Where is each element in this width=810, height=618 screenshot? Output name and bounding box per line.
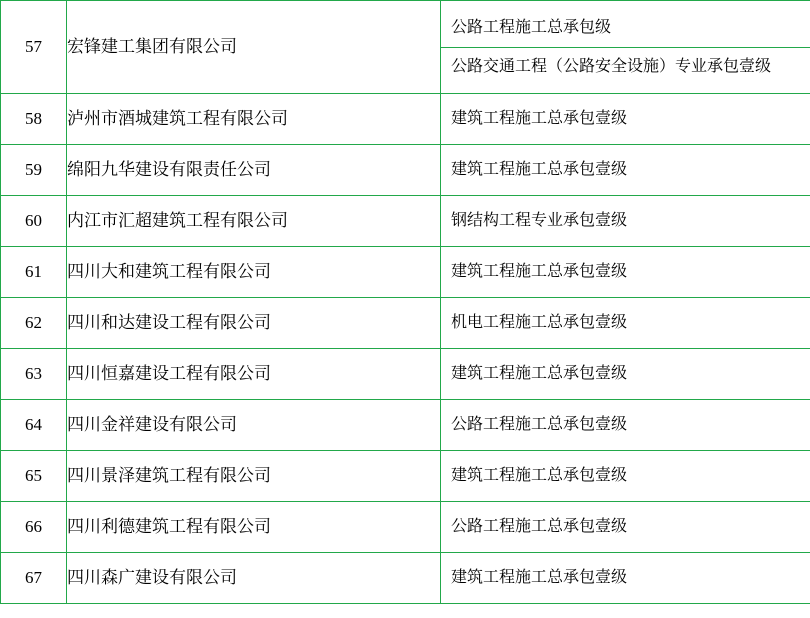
row-index: 60 [1,196,67,247]
qualification-cell [441,502,810,553]
company-name: 四川大和建筑工程有限公司 [67,247,441,298]
company-name: 绵阳九华建设有限责任公司 [67,145,441,196]
row-index: 66 [1,502,67,553]
table-row [1,553,810,604]
qualification-item: 机电工程施工总承包壹级 [451,314,628,332]
company-name: 四川金祥建设有限公司 [67,400,441,451]
qualification-cell [441,400,810,451]
qualification-item: 建筑工程施工总承包壹级 [451,569,628,587]
table-row [1,451,810,502]
qualification-item: 公路工程施工总承包级 [441,9,810,47]
qualification-cell [441,451,810,502]
qualification-cell [441,145,810,196]
qualification-item: 建筑工程施工总承包壹级 [451,467,628,485]
qualification-item: 公路工程施工总承包壹级 [451,416,628,434]
qualification-item: 建筑工程施工总承包壹级 [451,365,628,383]
qualification-item: 建筑工程施工总承包壹级 [451,263,628,281]
qualification-cell [441,94,810,145]
company-name: 四川利德建筑工程有限公司 [67,502,441,553]
company-name: 四川景泽建筑工程有限公司 [67,451,441,502]
table-row [1,349,810,400]
company-name: 泸州市酒城建筑工程有限公司 [67,94,441,145]
qualification-cell [441,196,810,247]
table-row [1,1,810,94]
qualification-cell [441,553,810,604]
table-row [1,502,810,553]
qualification-item: 公路交通工程（公路安全设施）专业承包壹级 [451,57,772,75]
qualification-item: 钢结构工程专业承包壹级 [451,212,628,230]
row-index: 64 [1,400,67,451]
qualification-cell [441,349,810,400]
company-name: 四川和达建设工程有限公司 [67,298,441,349]
table-row [1,247,810,298]
table-row [1,298,810,349]
row-index: 65 [1,451,67,502]
row-index: 61 [1,247,67,298]
qualification-item: 建筑工程施工总承包壹级 [451,110,628,128]
qualification-cell [441,1,810,94]
table-row [1,196,810,247]
table-body [1,1,810,604]
table-row [1,400,810,451]
row-index: 67 [1,553,67,604]
qualification-cell [441,298,810,349]
qualification-cell [441,247,810,298]
row-index: 57 [1,1,67,94]
table-row [1,94,810,145]
company-name: 四川恒嘉建设工程有限公司 [67,349,441,400]
table-row [1,145,810,196]
row-index: 59 [1,145,67,196]
qualification-item: 公路工程施工总承包壹级 [451,518,628,536]
company-name: 四川森广建设有限公司 [67,553,441,604]
company-name: 宏锋建工集团有限公司 [67,1,441,94]
row-index: 58 [1,94,67,145]
row-index: 63 [1,349,67,400]
company-name: 内江市汇超建筑工程有限公司 [67,196,441,247]
qualification-item: 建筑工程施工总承包壹级 [451,161,628,179]
row-index: 62 [1,298,67,349]
